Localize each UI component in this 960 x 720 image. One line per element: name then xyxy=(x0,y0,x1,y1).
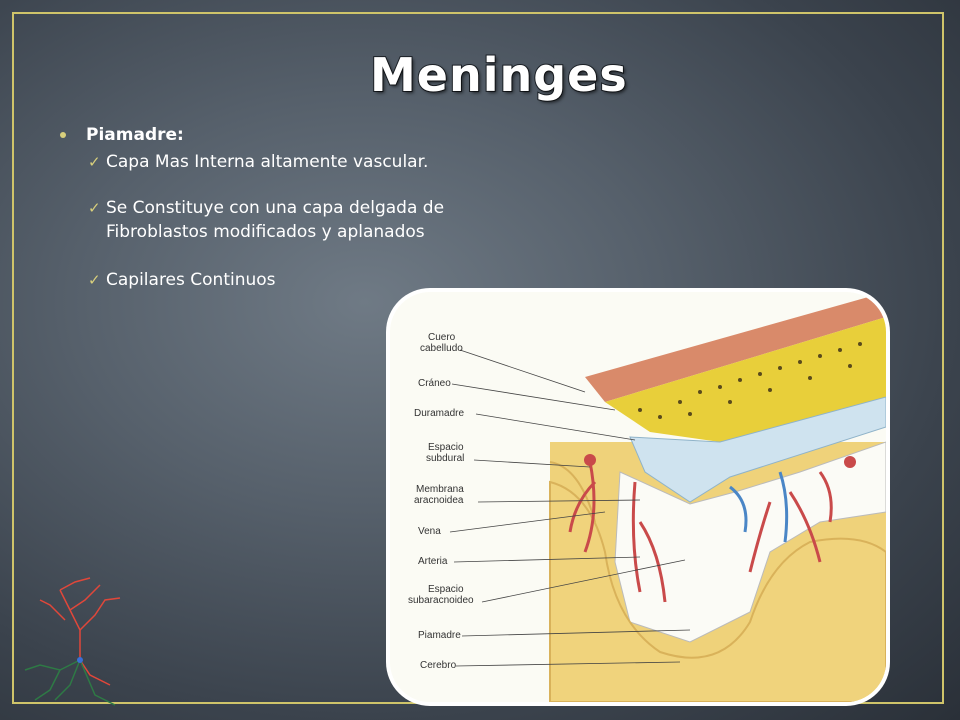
sub-point-text: Capa Mas Interna altamente vascular. xyxy=(106,152,429,172)
label-duramadre: Duramadre xyxy=(414,408,465,419)
neuron-decoration-icon xyxy=(20,570,130,710)
check-icon: ✓ xyxy=(88,153,101,171)
label-membrana: Membrana xyxy=(416,484,464,495)
label-craneo: Cráneo xyxy=(418,378,451,389)
label-espacio-sub: Espacio xyxy=(428,584,464,595)
label-piamadre: Piamadre xyxy=(418,630,461,641)
sub-point-text: Capilares Continuos xyxy=(106,270,276,290)
label-subdural: subdural xyxy=(426,453,465,464)
sub-point-text: Fibroblastos modificados y aplanados xyxy=(106,222,425,242)
check-icon: ✓ xyxy=(88,271,101,289)
bullet-list xyxy=(56,120,576,292)
slide-title: Meninges xyxy=(370,48,628,102)
sub-point-text: Se Constituye con una capa delgada de xyxy=(106,198,445,218)
label-subaracnoideo: subaracnoideo xyxy=(408,595,474,606)
sub-point xyxy=(56,196,576,244)
bullet-dot-icon xyxy=(60,132,66,138)
sub-point xyxy=(56,268,576,292)
label-cerebro: Cerebro xyxy=(420,660,457,671)
label-cuero: Cuero xyxy=(428,332,456,343)
label-vena: Vena xyxy=(418,526,441,537)
bullet-label: Piamadre: xyxy=(86,125,184,145)
sub-point xyxy=(56,150,576,174)
label-aracnoidea: aracnoidea xyxy=(414,495,464,506)
meninges-diagram xyxy=(390,292,886,702)
meninges-illustration xyxy=(390,292,886,702)
label-arteria: Arteria xyxy=(418,556,448,567)
check-icon: ✓ xyxy=(88,199,101,217)
label-espacio: Espacio xyxy=(428,442,464,453)
label-cabelludo: cabelludo xyxy=(420,343,463,354)
bullet-piamadre xyxy=(56,120,576,150)
